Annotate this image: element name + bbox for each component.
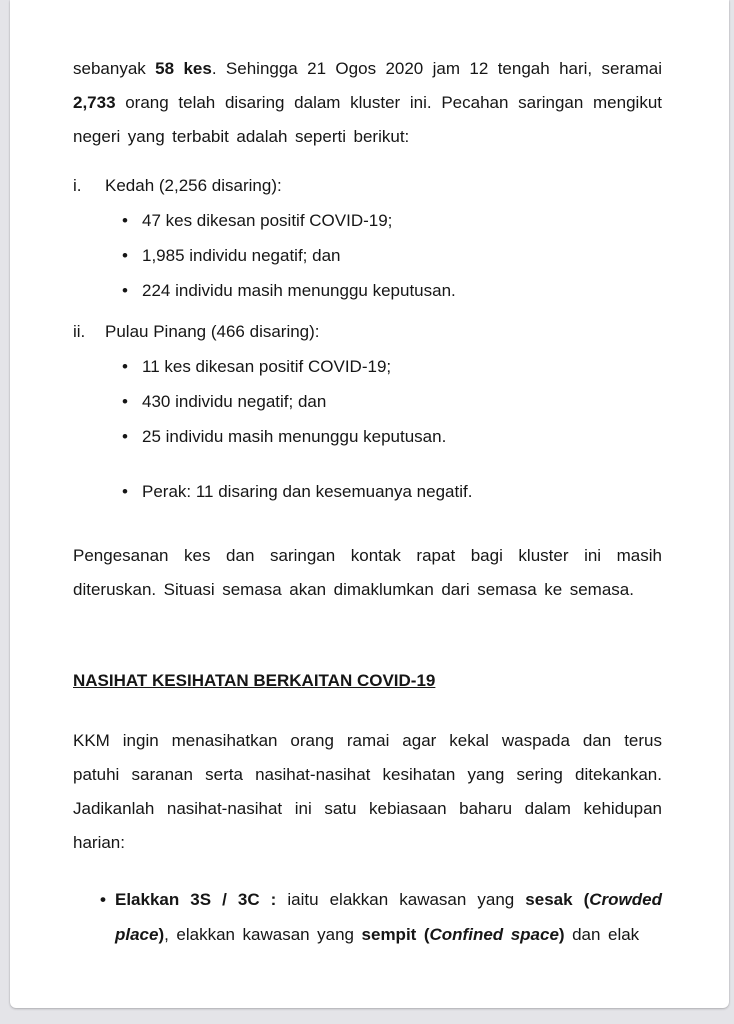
intro-paragraph — [73, 52, 662, 154]
list-item-perak — [73, 474, 662, 509]
bullet-icon: • — [122, 357, 128, 376]
list-item — [105, 273, 662, 308]
state-title: Pulau Pinang (466 disaring): — [105, 322, 320, 341]
intro-run-3: . Sehingga 21 Ogos 2020 jam 12 tengah hari, seramai — [211, 59, 662, 78]
list-item — [105, 384, 662, 419]
advice-paragraph: KKM ingin menasihatkan orang ramai agar kekal waspada dan terus patuhi saranan serta nasihat-nasihat kesihatan yang sering ditekankan. Jadikanlah nasihat-nasihat ini satu kebiasaan baharu dalam kehidupan harian: — [73, 731, 662, 852]
list-item-text: Perak: 11 disaring dan kesemuanya negatif. — [142, 482, 473, 501]
state-list-item-kedah — [73, 168, 662, 308]
list-item-advice — [73, 882, 662, 952]
list-item-text: 25 individu masih menunggu keputusan. — [142, 427, 447, 446]
list-item-text: 430 individu negatif; dan — [142, 392, 327, 411]
bullet-icon: • — [122, 246, 128, 265]
list-item — [105, 349, 662, 384]
advice-run-7-bold: sempit ( — [361, 925, 430, 944]
document-page — [10, 0, 729, 1008]
advice-run-5-bold: ) — [158, 925, 165, 944]
list-item-text: 224 individu masih menunggu keputusan. — [142, 281, 456, 300]
advice-run-3-bold: sesak ( — [525, 890, 590, 909]
list-item — [105, 203, 662, 238]
state-list-body — [105, 168, 662, 308]
intro-run-5: orang telah disaring dalam kluster ini. Pecahan saringan mengikut negeri yang terbabit adalah seperti berikut: — [73, 93, 662, 146]
bullet-icon: • — [122, 211, 128, 230]
bullet-icon: • — [122, 427, 128, 446]
list-item-text — [115, 882, 662, 952]
state-list-body — [105, 314, 662, 454]
list-item-text: 11 kes dikesan positif COVID-19; — [142, 357, 392, 376]
bullet-icon: • — [122, 392, 128, 411]
bullet-icon: • — [122, 281, 128, 300]
advice-run-6: , elakkan kawasan yang — [164, 925, 362, 944]
bullet-icon: • — [100, 890, 106, 909]
roman-numeral-marker: ii. — [73, 322, 86, 341]
intro-run-4-bold: 2,733 — [73, 93, 116, 112]
document-content — [10, 0, 729, 952]
section-heading: NASIHAT KESIHATAN BERKAITAN COVID-19 — [73, 671, 436, 690]
advice-run-2: iaitu elakkan kawasan yang — [287, 890, 526, 909]
list-item-text: 47 kes dikesan positif COVID-19; — [142, 211, 393, 230]
bullet-icon: • — [122, 482, 128, 501]
state-list-item-pulau-pinang — [73, 314, 662, 454]
list-item — [105, 419, 662, 454]
advice-run-8-bold-italic: Confined space — [429, 925, 559, 944]
advice-run-10: dan elak — [564, 925, 640, 944]
advice-run-1-bold: Elakkan 3S / 3C : — [115, 890, 288, 909]
list-item — [105, 238, 662, 273]
state-title: Kedah (2,256 disaring): — [105, 176, 282, 195]
roman-numeral-marker: i. — [73, 176, 82, 195]
intro-run-2-bold: 58 kes — [155, 59, 212, 78]
advice-run-4-bold-italic: Crowded place — [115, 890, 662, 944]
list-item-text: 1,985 individu negatif; dan — [142, 246, 341, 265]
intro-run-1: sebanyak — [73, 59, 156, 78]
advice-run-9-bold: ) — [558, 925, 565, 944]
followup-paragraph: Pengesanan kes dan saringan kontak rapat bagi kluster ini masih diteruskan. Situasi semasa akan dimaklumkan dari semasa ke semasa. — [73, 546, 662, 599]
